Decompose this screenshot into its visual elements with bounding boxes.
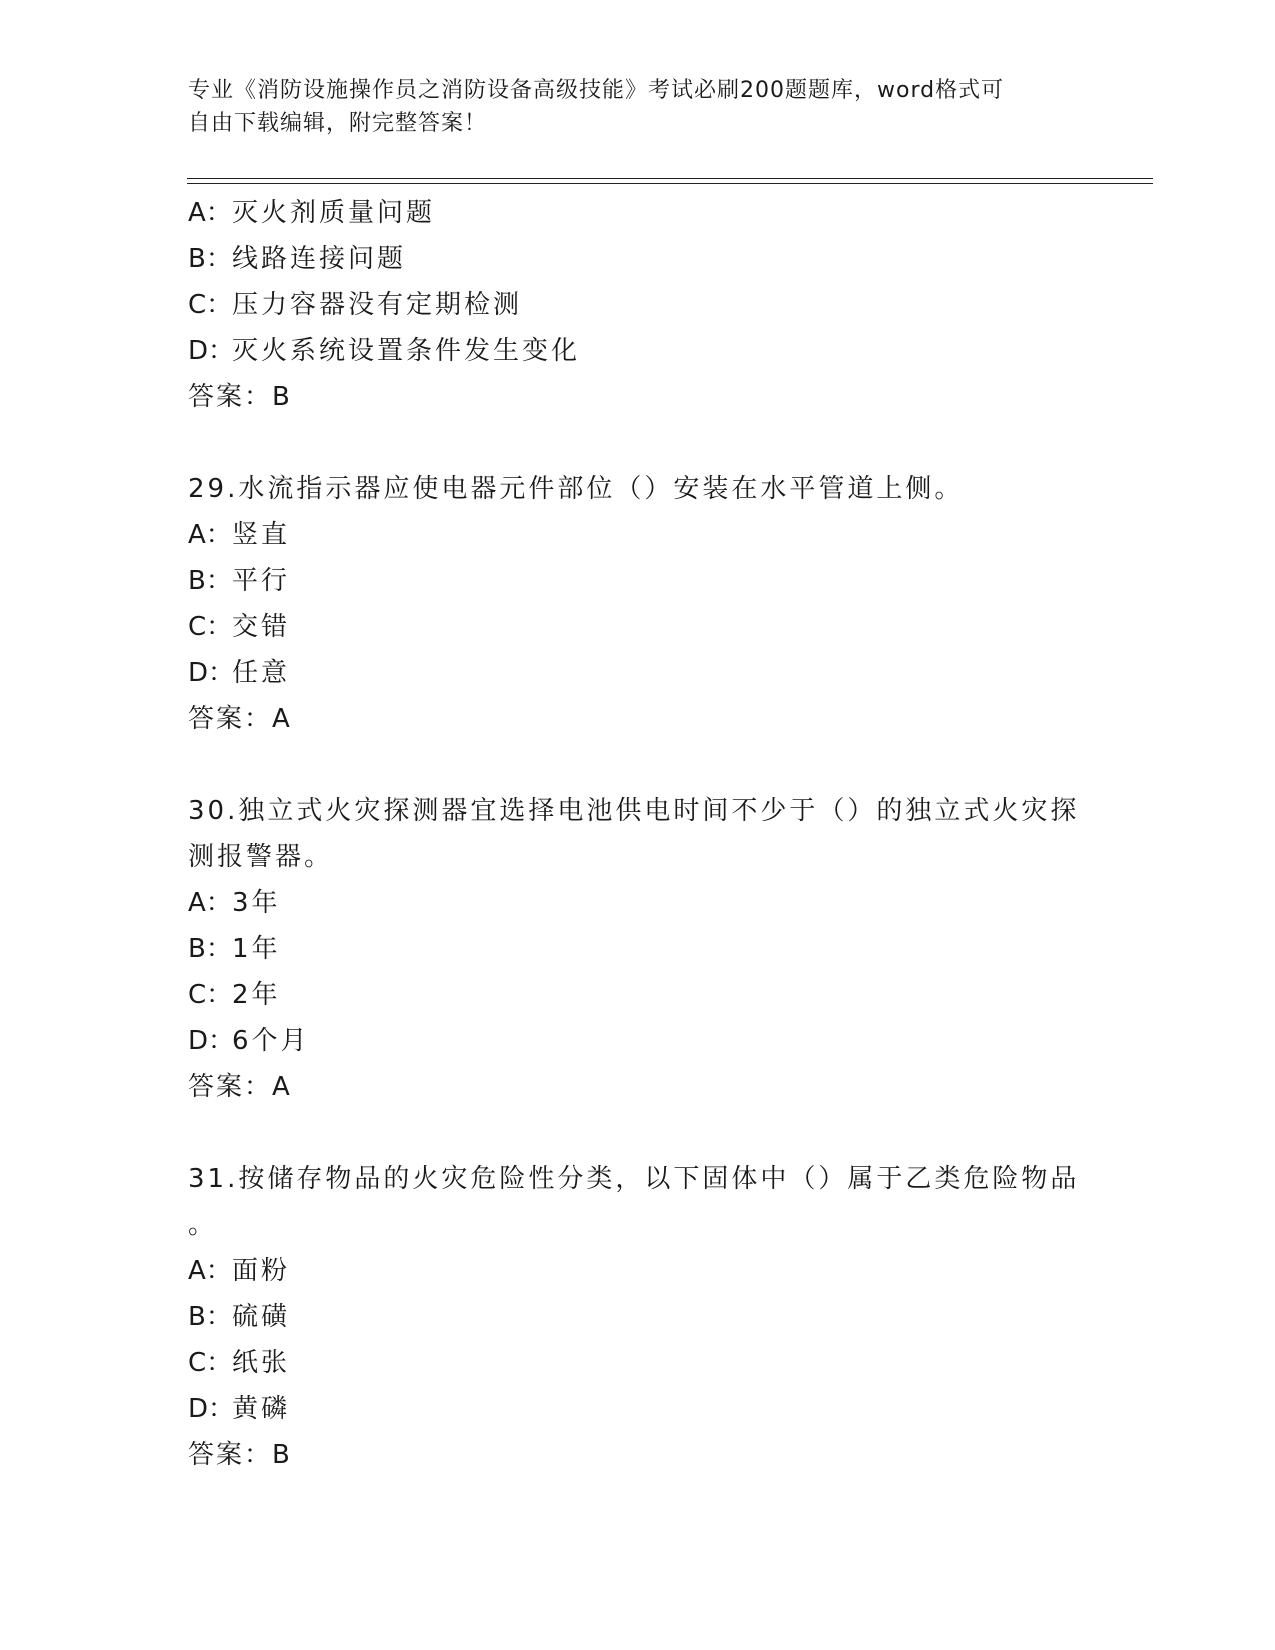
option-label: C：: [188, 1348, 233, 1378]
question-29: [188, 466, 1088, 742]
spacer: [188, 1110, 1088, 1156]
option-label: B：: [188, 244, 232, 274]
option-label: B：: [188, 566, 232, 596]
question-list: [188, 190, 1088, 1478]
option-label: C：: [188, 980, 233, 1010]
option-text: 1年: [232, 934, 281, 964]
question-stem-line-2: 测报警器。: [188, 842, 334, 872]
option-label: D：: [188, 1026, 235, 1056]
option-c: [188, 604, 1088, 650]
option-a: [188, 512, 1088, 558]
option-text: 面粉: [232, 1256, 291, 1286]
header-divider-bottom: [187, 183, 1153, 184]
option-b: [188, 1294, 1088, 1340]
option-text: 硫磺: [232, 1302, 291, 1332]
option-d: [188, 650, 1088, 696]
option-c: [188, 1340, 1088, 1386]
question-stem-line-2: 。: [188, 1210, 218, 1240]
option-text: 6个月: [232, 1026, 310, 1056]
option-text: 黄磷: [232, 1394, 291, 1424]
option-label: A：: [188, 888, 232, 918]
option-a: [188, 880, 1088, 926]
option-text: 压力容器没有定期检测: [232, 290, 523, 320]
document-header: [188, 74, 1068, 140]
header-line-2: 自由下载编辑，附完整答案！: [188, 111, 488, 136]
option-label: D：: [188, 336, 235, 366]
question-stem-line-1: 31.按储存物品的火灾危险性分类，以下固体中（）属于乙类危险物品: [188, 1164, 1080, 1194]
option-label: D：: [188, 1394, 235, 1424]
option-label: A：: [188, 1256, 232, 1286]
option-text: 线路连接问题: [232, 244, 407, 274]
question-stem: 29.水流指示器应使电器元件部位（）安装在水平管道上侧。: [188, 474, 964, 504]
option-c: [188, 282, 1088, 328]
option-label: A：: [188, 198, 232, 228]
option-label: A：: [188, 520, 232, 550]
header-line-1: 专业《消防设施操作员之消防设备高级技能》考试必刷200题题库，word格式可: [188, 78, 1005, 103]
option-d: [188, 1018, 1088, 1064]
option-text: 灭火系统设置条件发生变化: [232, 336, 581, 366]
option-text: 平行: [232, 566, 291, 596]
option-c: [188, 972, 1088, 1018]
option-b: [188, 926, 1088, 972]
answer: 答案：B: [188, 382, 292, 412]
spacer: [188, 420, 1088, 466]
option-label: D：: [188, 658, 235, 688]
answer: 答案：A: [188, 1072, 292, 1102]
option-b: [188, 558, 1088, 604]
option-a: [188, 1248, 1088, 1294]
option-a: [188, 190, 1088, 236]
option-label: C：: [188, 290, 233, 320]
option-text: 2年: [232, 980, 281, 1010]
option-text: 灭火剂质量问题: [232, 198, 436, 228]
option-text: 竖直: [232, 520, 291, 550]
option-text: 3年: [232, 888, 281, 918]
option-text: 任意: [232, 658, 291, 688]
option-d: [188, 328, 1088, 374]
option-text: 交错: [232, 612, 291, 642]
option-label: C：: [188, 612, 233, 642]
question-30: [188, 788, 1088, 1110]
option-d: [188, 1386, 1088, 1432]
option-label: B：: [188, 1302, 232, 1332]
question-31: [188, 1156, 1088, 1478]
question-28: [188, 190, 1088, 420]
spacer: [188, 742, 1088, 788]
option-label: B：: [188, 934, 232, 964]
header-divider-top: [187, 178, 1153, 179]
option-b: [188, 236, 1088, 282]
option-text: 纸张: [232, 1348, 291, 1378]
question-stem-line-1: 30.独立式火灾探测器宜选择电池供电时间不少于（）的独立式火灾探: [188, 796, 1080, 826]
answer: 答案：A: [188, 704, 292, 734]
answer: 答案：B: [188, 1440, 292, 1470]
